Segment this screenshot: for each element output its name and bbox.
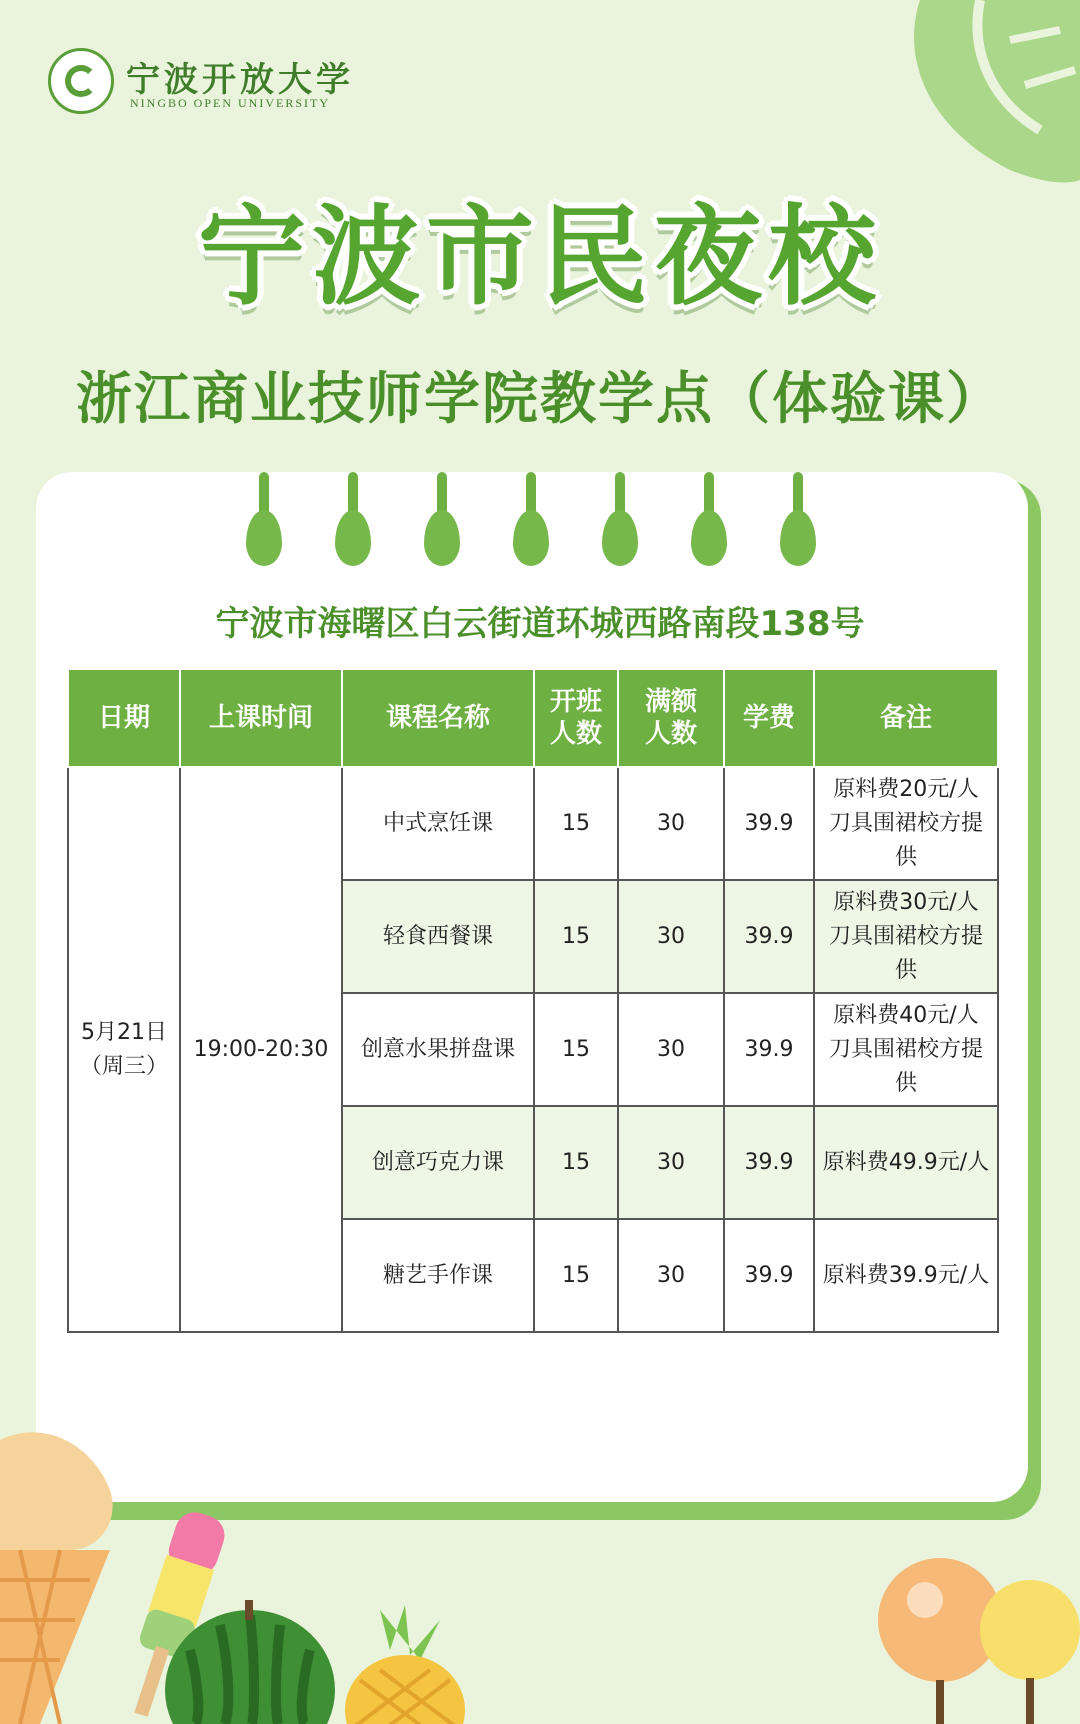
note-cell: 原料费39.9元/人: [814, 1219, 998, 1332]
header-time: 上课时间: [180, 669, 342, 767]
date-cell: 5月21日 （周三）: [68, 767, 180, 1332]
open-count-cell: 15: [534, 880, 618, 993]
page-subtitle: 浙江商业技师学院教学点（体验课）: [76, 367, 1004, 432]
course-cell: 创意巧克力课: [342, 1106, 534, 1219]
header-full-count: 满额 人数: [618, 669, 724, 767]
binder-ring: [424, 472, 460, 572]
schedule-table: [67, 668, 999, 1333]
header-note: 备注: [814, 669, 998, 767]
open-count-cell: 15: [534, 1106, 618, 1219]
binder-ring: [335, 472, 371, 572]
university-logo: [48, 48, 354, 118]
course-cell: 轻食西餐课: [342, 880, 534, 993]
fee-cell: 39.9: [724, 1106, 814, 1219]
full-count-cell: 30: [618, 880, 724, 993]
note-cell: 原料费30元/人 刀具围裙校方提供: [814, 880, 998, 993]
header-open-count: 开班 人数: [534, 669, 618, 767]
full-count-cell: 30: [618, 767, 724, 880]
table-header-row: [68, 669, 998, 767]
full-count-cell: 30: [618, 993, 724, 1106]
fee-cell: 39.9: [724, 1219, 814, 1332]
header-course: 课程名称: [342, 669, 534, 767]
note-cell: 原料费49.9元/人: [814, 1106, 998, 1219]
time-cell: 19:00-20:30: [180, 767, 342, 1332]
pineapple-icon: [310, 1600, 470, 1724]
address: 宁波市海曙区白云街道环城西路南段138号: [215, 604, 865, 644]
header-fee: 学费: [724, 669, 814, 767]
open-count-cell: 15: [534, 993, 618, 1106]
university-name-en: NINGBO OPEN UNIVERSITY: [130, 96, 330, 110]
university-emblem-icon: [48, 48, 114, 114]
full-count-cell: 30: [618, 1219, 724, 1332]
course-cell: 中式烹饪课: [342, 767, 534, 880]
fee-cell: 39.9: [724, 767, 814, 880]
binder-ring: [602, 472, 638, 572]
binder-ring: [691, 472, 727, 572]
open-count-cell: 15: [534, 767, 618, 880]
course-cell: 糖艺手作课: [342, 1219, 534, 1332]
binder-ring: [780, 472, 816, 572]
fee-cell: 39.9: [724, 993, 814, 1106]
fee-cell: 39.9: [724, 880, 814, 993]
open-count-cell: 15: [534, 1219, 618, 1332]
lollipop-icon: [870, 1540, 1080, 1724]
binder-ring: [246, 472, 282, 572]
binder-ring: [513, 472, 549, 572]
header-date: 日期: [68, 669, 180, 767]
course-cell: 创意水果拼盘课: [342, 993, 534, 1106]
university-name-cn: 宁波开放大学: [126, 60, 354, 100]
note-cell: 原料费40元/人 刀具围裙校方提供: [814, 993, 998, 1106]
full-count-cell: 30: [618, 1106, 724, 1219]
page-title: 宁波市民夜校: [197, 195, 882, 320]
note-cell: 原料费20元/人 刀具围裙校方提供: [814, 767, 998, 880]
ice-cream-cone-icon: [0, 1400, 130, 1724]
table-row: [68, 767, 998, 880]
